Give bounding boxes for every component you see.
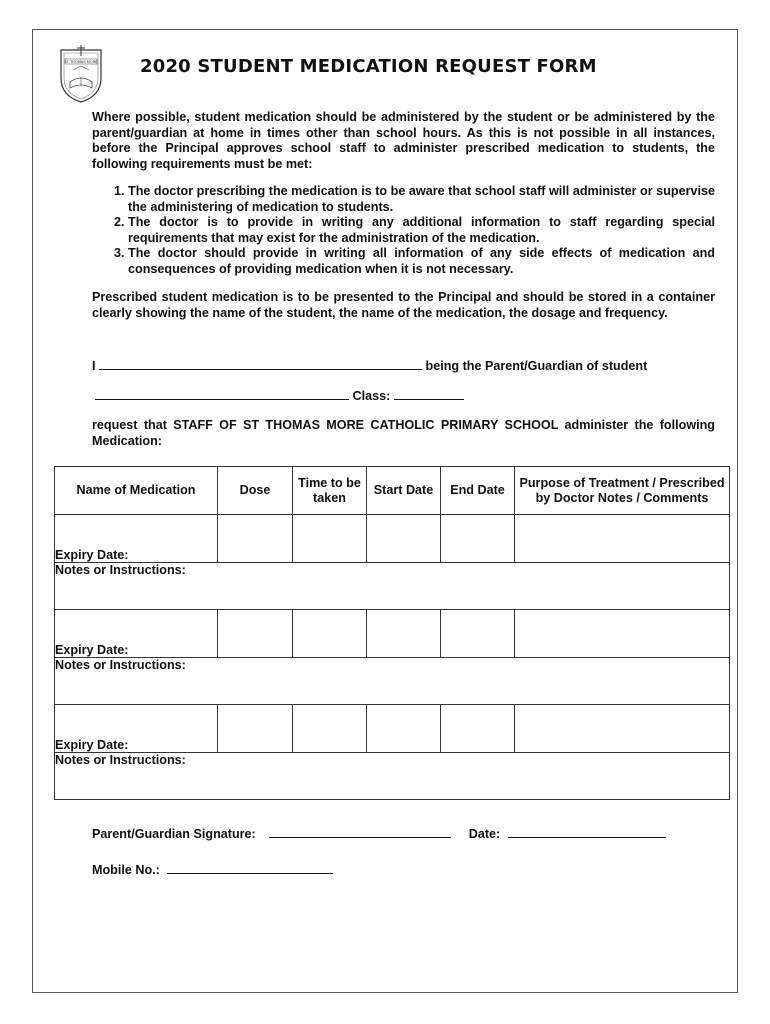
end-date-cell[interactable]: [441, 515, 515, 563]
mobile-field[interactable]: [167, 861, 333, 874]
notes-row: [55, 658, 730, 705]
notes-cell[interactable]: [55, 563, 730, 610]
crest-text: ST THOMAS MORE: [64, 60, 98, 64]
purpose-cell[interactable]: [515, 610, 730, 658]
intro-paragraph: Where possible, student medication should be administered by the student or be administered by the parent/guardian at home in times other than school hours. As this is not possible in all instances, before the Principal approves school staff to administer prescribed medication to students, the following requirements must be met:: [92, 110, 715, 171]
signature-row: [92, 825, 666, 841]
time-cell[interactable]: [293, 610, 367, 658]
class-label: Class:: [352, 389, 391, 403]
dose-cell[interactable]: [218, 515, 293, 563]
requirements-list: [92, 184, 715, 278]
column-header: Start Date: [367, 467, 441, 515]
guardian-declaration: [92, 357, 647, 373]
column-header: Dose: [218, 467, 293, 515]
column-header: End Date: [441, 467, 515, 515]
purpose-cell[interactable]: [515, 705, 730, 753]
medication-name-cell[interactable]: [55, 610, 218, 658]
date-field[interactable]: [508, 825, 666, 838]
medication-name-cell[interactable]: [55, 515, 218, 563]
class-field[interactable]: [394, 387, 464, 400]
notes-label: Notes or Instructions:: [55, 563, 186, 577]
guardian-text: being the Parent/Guardian of student: [425, 359, 648, 373]
table-row: [55, 610, 730, 658]
table-row: [55, 705, 730, 753]
time-cell[interactable]: [293, 705, 367, 753]
medication-name-cell[interactable]: [55, 705, 218, 753]
notes-label: Notes or Instructions:: [55, 658, 186, 672]
end-date-cell[interactable]: [441, 705, 515, 753]
column-header: Purpose of Treatment / Prescribed by Doctor Notes / Comments: [515, 467, 730, 515]
requirement-item: 3. The doctor should provide in writing all information of any side effects of medication and consequences of providing medication when it is not necessary.: [128, 246, 715, 277]
form-title: 2020 STUDENT MEDICATION REQUEST FORM: [140, 56, 597, 77]
dose-cell[interactable]: [218, 705, 293, 753]
column-header: Name of Medication: [55, 467, 218, 515]
start-date-cell[interactable]: [367, 515, 441, 563]
guardian-name-field[interactable]: [99, 357, 422, 370]
expiry-label: Expiry Date:: [55, 548, 129, 562]
declaration-prefix: I: [92, 359, 96, 373]
notes-label: Notes or Instructions:: [55, 753, 186, 767]
medication-table: [54, 466, 730, 800]
storage-paragraph: Prescribed student medication is to be presented to the Principal and should be stored in a container clearly showing the name of the student, the name of the medication, the dosage and frequency.: [92, 290, 715, 320]
requirement-item: 2. The doctor is to provide in writing any additional information to staff regarding special requirements that may exist for the administration of the medication.: [128, 215, 715, 246]
mobile-row: [92, 861, 333, 877]
start-date-cell[interactable]: [367, 705, 441, 753]
notes-row: [55, 753, 730, 800]
school-crest-logo: [56, 44, 106, 104]
student-class-row: [92, 387, 464, 403]
signature-label: Parent/Guardian Signature:: [92, 827, 256, 841]
table-header-row: [55, 467, 730, 515]
expiry-label: Expiry Date:: [55, 738, 129, 752]
mobile-label: Mobile No.:: [92, 863, 160, 877]
end-date-cell[interactable]: [441, 610, 515, 658]
request-paragraph: request that STAFF OF ST THOMAS MORE CATHOLIC PRIMARY SCHOOL administer the following Medication:: [92, 418, 715, 448]
date-label: Date:: [468, 827, 501, 841]
column-header: Time to be taken: [293, 467, 367, 515]
notes-cell[interactable]: [55, 658, 730, 705]
table-row: [55, 515, 730, 563]
notes-cell[interactable]: [55, 753, 730, 800]
expiry-label: Expiry Date:: [55, 643, 129, 657]
time-cell[interactable]: [293, 515, 367, 563]
dose-cell[interactable]: [218, 610, 293, 658]
purpose-cell[interactable]: [515, 515, 730, 563]
notes-row: [55, 563, 730, 610]
requirement-item: 1. The doctor prescribing the medication is to be aware that school staff will administer or supervise the administering of medication to students.: [128, 184, 715, 215]
signature-field[interactable]: [269, 825, 451, 838]
student-name-field[interactable]: [95, 387, 349, 400]
start-date-cell[interactable]: [367, 610, 441, 658]
